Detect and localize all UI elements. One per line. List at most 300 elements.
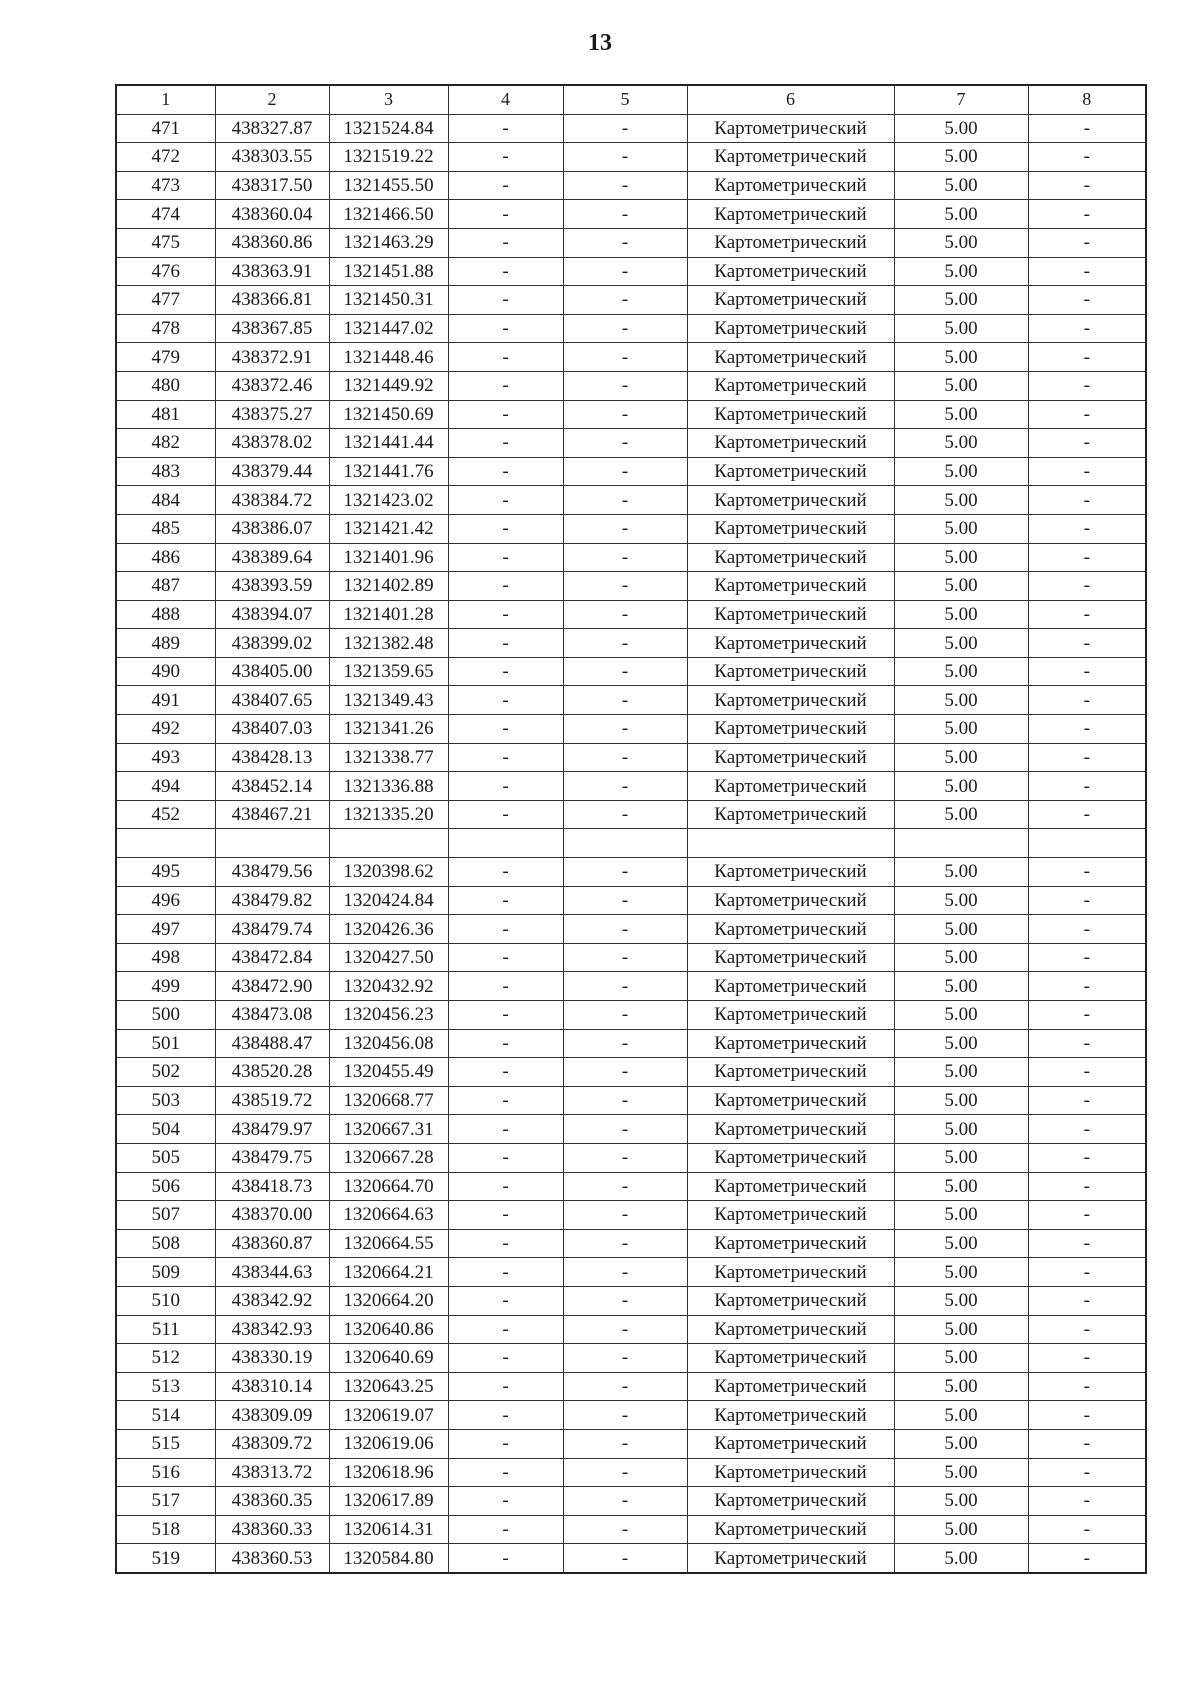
table-row (116, 486, 1146, 515)
col5-cell: - (563, 1229, 687, 1258)
table-row (116, 915, 1146, 944)
page-number: 13 (588, 30, 612, 56)
accuracy-cell: 5.00 (894, 286, 1028, 315)
col8-cell: - (1028, 1229, 1146, 1258)
col5-cell: - (563, 343, 687, 372)
method-cell: Картометрический (687, 1372, 894, 1401)
method-cell: Картометрический (687, 228, 894, 257)
method-cell: Картометрический (687, 858, 894, 887)
col8-cell: - (1028, 1086, 1146, 1115)
header-row (116, 85, 1146, 114)
x-coordinate-cell: 438405.00 (215, 657, 329, 686)
x-coordinate-cell: 438479.74 (215, 915, 329, 944)
col5-cell: - (563, 1258, 687, 1287)
col5-cell: - (563, 886, 687, 915)
col8-cell: - (1028, 972, 1146, 1001)
col4-cell: - (448, 743, 563, 772)
col4-cell: - (448, 486, 563, 515)
col5-cell: - (563, 1143, 687, 1172)
point-number-cell: 509 (116, 1258, 215, 1287)
col8-cell: - (1028, 572, 1146, 601)
point-number-cell: 482 (116, 429, 215, 458)
col8-cell: - (1028, 286, 1146, 315)
col5-cell: - (563, 400, 687, 429)
accuracy-cell: 5.00 (894, 1143, 1028, 1172)
y-coordinate-cell: 1320664.63 (329, 1201, 448, 1230)
table-row (116, 629, 1146, 658)
y-coordinate-cell: 1320432.92 (329, 972, 448, 1001)
col4-cell: - (448, 1115, 563, 1144)
point-number-cell: 518 (116, 1515, 215, 1544)
y-coordinate-cell: 1321450.31 (329, 286, 448, 315)
col5-cell: - (563, 572, 687, 601)
col4-cell: - (448, 943, 563, 972)
table-row (116, 943, 1146, 972)
x-coordinate-cell: 438378.02 (215, 429, 329, 458)
col4-cell: - (448, 143, 563, 172)
method-cell: Картометрический (687, 1172, 894, 1201)
col5-cell: - (563, 1515, 687, 1544)
col5-cell: - (563, 257, 687, 286)
x-coordinate-cell: 438309.72 (215, 1429, 329, 1458)
y-coordinate-cell: 1320619.06 (329, 1429, 448, 1458)
table-row (116, 743, 1146, 772)
x-coordinate-cell: 438386.07 (215, 514, 329, 543)
method-cell: Картометрический (687, 943, 894, 972)
col5-cell: - (563, 600, 687, 629)
method-cell: Картометрический (687, 1086, 894, 1115)
col4-cell: - (448, 1401, 563, 1430)
y-coordinate-cell: 1320426.36 (329, 915, 448, 944)
x-coordinate-cell: 438342.92 (215, 1286, 329, 1315)
table-row (116, 829, 1146, 858)
table-row (116, 572, 1146, 601)
x-coordinate-cell: 438479.82 (215, 886, 329, 915)
x-coordinate-cell: 438479.97 (215, 1115, 329, 1144)
col4-cell: - (448, 1229, 563, 1258)
accuracy-cell: 5.00 (894, 1058, 1028, 1087)
accuracy-cell: 5.00 (894, 228, 1028, 257)
col8-cell: - (1028, 800, 1146, 829)
accuracy-cell: 5.00 (894, 858, 1028, 887)
col8-cell: - (1028, 1258, 1146, 1287)
point-number-cell: 516 (116, 1458, 215, 1487)
method-cell: Картометрический (687, 429, 894, 458)
x-coordinate-cell: 438360.04 (215, 200, 329, 229)
col5-cell: - (563, 429, 687, 458)
y-coordinate-cell: 1320618.96 (329, 1458, 448, 1487)
y-coordinate-cell: 1320667.31 (329, 1115, 448, 1144)
col4-cell: - (448, 886, 563, 915)
col8-cell: - (1028, 629, 1146, 658)
x-coordinate-cell: 438389.64 (215, 543, 329, 572)
col5-cell: - (563, 143, 687, 172)
accuracy-cell: 5.00 (894, 972, 1028, 1001)
col4-cell: - (448, 600, 563, 629)
accuracy-cell: 5.00 (894, 257, 1028, 286)
table-row (116, 314, 1146, 343)
table-row (116, 1344, 1146, 1373)
col5-cell: - (563, 514, 687, 543)
accuracy-cell: 5.00 (894, 1115, 1028, 1144)
col4-cell: - (448, 429, 563, 458)
method-cell: Картометрический (687, 1344, 894, 1373)
point-number-cell: 493 (116, 743, 215, 772)
accuracy-cell: 5.00 (894, 486, 1028, 515)
method-cell: Картометрический (687, 114, 894, 143)
point-number-cell: 492 (116, 715, 215, 744)
col4-cell: - (448, 1086, 563, 1115)
method-cell: Картометрический (687, 1515, 894, 1544)
col8-cell: - (1028, 429, 1146, 458)
method-cell: Картометрический (687, 915, 894, 944)
col8-cell: - (1028, 886, 1146, 915)
point-number-cell: 491 (116, 686, 215, 715)
accuracy-cell: 5.00 (894, 1286, 1028, 1315)
y-coordinate-cell: 1321359.65 (329, 657, 448, 686)
y-coordinate-cell: 1321423.02 (329, 486, 448, 515)
x-coordinate-cell: 438467.21 (215, 800, 329, 829)
table-row (116, 1401, 1146, 1430)
y-coordinate-cell: 1321447.02 (329, 314, 448, 343)
method-cell: Картометрический (687, 972, 894, 1001)
col5-cell: - (563, 686, 687, 715)
col4-cell: - (448, 1001, 563, 1030)
col8-cell: - (1028, 371, 1146, 400)
col5-cell: - (563, 543, 687, 572)
x-coordinate-cell: 438393.59 (215, 572, 329, 601)
col5-cell: - (563, 314, 687, 343)
y-coordinate-cell: 1321519.22 (329, 143, 448, 172)
method-cell: Картометрический (687, 1258, 894, 1287)
col5-cell: - (563, 915, 687, 944)
col5-cell: - (563, 1029, 687, 1058)
point-number-cell: 494 (116, 772, 215, 801)
point-number-cell: 513 (116, 1372, 215, 1401)
table-row (116, 1515, 1146, 1544)
y-coordinate-cell: 1321455.50 (329, 171, 448, 200)
accuracy-cell: 5.00 (894, 1229, 1028, 1258)
accuracy-cell: 5.00 (894, 715, 1028, 744)
col4-cell: - (448, 1258, 563, 1287)
column-header: 1 (116, 85, 215, 114)
point-number-cell: 511 (116, 1315, 215, 1344)
x-coordinate-cell: 438363.91 (215, 257, 329, 286)
column-header: 6 (687, 85, 894, 114)
accuracy-cell: 5.00 (894, 686, 1028, 715)
table-row (116, 1115, 1146, 1144)
col8-cell: - (1028, 1458, 1146, 1487)
point-number-cell: 478 (116, 314, 215, 343)
point-number-cell: 452 (116, 800, 215, 829)
y-coordinate-cell: 1321466.50 (329, 200, 448, 229)
point-number-cell: 481 (116, 400, 215, 429)
y-coordinate-cell: 1320398.62 (329, 858, 448, 887)
point-number-cell: 517 (116, 1487, 215, 1516)
point-number-cell: 483 (116, 457, 215, 486)
accuracy-cell (894, 829, 1028, 858)
col4-cell: - (448, 972, 563, 1001)
y-coordinate-cell: 1320584.80 (329, 1544, 448, 1573)
accuracy-cell: 5.00 (894, 600, 1028, 629)
x-coordinate-cell: 438379.44 (215, 457, 329, 486)
col4-cell: - (448, 1286, 563, 1315)
x-coordinate-cell: 438360.86 (215, 228, 329, 257)
col5-cell: - (563, 114, 687, 143)
method-cell: Картометрический (687, 257, 894, 286)
point-number-cell: 496 (116, 886, 215, 915)
point-number-cell: 471 (116, 114, 215, 143)
col8-cell: - (1028, 686, 1146, 715)
col8-cell: - (1028, 715, 1146, 744)
accuracy-cell: 5.00 (894, 1515, 1028, 1544)
y-coordinate-cell: 1321450.69 (329, 400, 448, 429)
col8-cell: - (1028, 1143, 1146, 1172)
col5-cell: - (563, 800, 687, 829)
col5-cell: - (563, 1429, 687, 1458)
table-body (116, 114, 1146, 1573)
y-coordinate-cell: 1321349.43 (329, 686, 448, 715)
point-number-cell: 490 (116, 657, 215, 686)
method-cell: Картометрический (687, 1315, 894, 1344)
col8-cell: - (1028, 1286, 1146, 1315)
col5-cell: - (563, 1201, 687, 1230)
col5-cell: - (563, 657, 687, 686)
col8-cell: - (1028, 1487, 1146, 1516)
accuracy-cell: 5.00 (894, 1401, 1028, 1430)
table-row (116, 343, 1146, 372)
table-row (116, 143, 1146, 172)
point-number-cell: 479 (116, 343, 215, 372)
method-cell: Картометрический (687, 314, 894, 343)
table-row (116, 114, 1146, 143)
table-row (116, 228, 1146, 257)
y-coordinate-cell: 1321441.76 (329, 457, 448, 486)
x-coordinate-cell: 438309.09 (215, 1401, 329, 1430)
table-row (116, 1258, 1146, 1287)
accuracy-cell: 5.00 (894, 886, 1028, 915)
table-row (116, 543, 1146, 572)
col4-cell: - (448, 314, 563, 343)
x-coordinate-cell: 438452.14 (215, 772, 329, 801)
col5-cell: - (563, 629, 687, 658)
table-row (116, 400, 1146, 429)
y-coordinate-cell: 1320456.23 (329, 1001, 448, 1030)
x-coordinate-cell: 438317.50 (215, 171, 329, 200)
point-number-cell: 519 (116, 1544, 215, 1573)
y-coordinate-cell: 1321451.88 (329, 257, 448, 286)
y-coordinate-cell: 1321341.26 (329, 715, 448, 744)
col4-cell: - (448, 200, 563, 229)
table-row (116, 1201, 1146, 1230)
col4-cell: - (448, 343, 563, 372)
table-row (116, 1086, 1146, 1115)
y-coordinate-cell: 1321448.46 (329, 343, 448, 372)
x-coordinate-cell (215, 829, 329, 858)
col4-cell: - (448, 257, 563, 286)
col8-cell: - (1028, 1058, 1146, 1087)
col8-cell: - (1028, 343, 1146, 372)
col8-cell: - (1028, 1372, 1146, 1401)
method-cell: Картометрический (687, 715, 894, 744)
method-cell: Картометрический (687, 657, 894, 686)
table-row (116, 1429, 1146, 1458)
table-row (116, 286, 1146, 315)
point-number-cell: 475 (116, 228, 215, 257)
col4-cell: - (448, 371, 563, 400)
y-coordinate-cell: 1320667.28 (329, 1143, 448, 1172)
accuracy-cell: 5.00 (894, 743, 1028, 772)
point-number-cell: 486 (116, 543, 215, 572)
accuracy-cell: 5.00 (894, 1429, 1028, 1458)
x-coordinate-cell: 438313.72 (215, 1458, 329, 1487)
col8-cell: - (1028, 114, 1146, 143)
col8-cell: - (1028, 143, 1146, 172)
x-coordinate-cell: 438488.47 (215, 1029, 329, 1058)
col8-cell: - (1028, 171, 1146, 200)
method-cell: Картометрический (687, 886, 894, 915)
column-header: 4 (448, 85, 563, 114)
accuracy-cell: 5.00 (894, 1344, 1028, 1373)
col8-cell: - (1028, 657, 1146, 686)
col5-cell: - (563, 972, 687, 1001)
accuracy-cell: 5.00 (894, 772, 1028, 801)
x-coordinate-cell: 438360.53 (215, 1544, 329, 1573)
x-coordinate-cell: 438310.14 (215, 1372, 329, 1401)
method-cell: Картометрический (687, 1429, 894, 1458)
point-number-cell: 514 (116, 1401, 215, 1430)
method-cell: Картометрический (687, 772, 894, 801)
table-row (116, 686, 1146, 715)
y-coordinate-cell: 1320664.55 (329, 1229, 448, 1258)
y-coordinate-cell: 1320640.69 (329, 1344, 448, 1373)
y-coordinate-cell: 1320614.31 (329, 1515, 448, 1544)
accuracy-cell: 5.00 (894, 943, 1028, 972)
col5-cell: - (563, 286, 687, 315)
column-header: 5 (563, 85, 687, 114)
col5-cell: - (563, 1001, 687, 1030)
x-coordinate-cell: 438366.81 (215, 286, 329, 315)
column-header: 8 (1028, 85, 1146, 114)
point-number-cell: 502 (116, 1058, 215, 1087)
col5-cell: - (563, 1115, 687, 1144)
accuracy-cell: 5.00 (894, 629, 1028, 658)
col4-cell: - (448, 1372, 563, 1401)
y-coordinate-cell: 1321524.84 (329, 114, 448, 143)
col4-cell: - (448, 1344, 563, 1373)
accuracy-cell: 5.00 (894, 343, 1028, 372)
col4-cell: - (448, 228, 563, 257)
col4-cell: - (448, 915, 563, 944)
y-coordinate-cell: 1321402.89 (329, 572, 448, 601)
accuracy-cell: 5.00 (894, 143, 1028, 172)
accuracy-cell: 5.00 (894, 657, 1028, 686)
x-coordinate-cell: 438342.93 (215, 1315, 329, 1344)
col5-cell: - (563, 858, 687, 887)
x-coordinate-cell: 438360.33 (215, 1515, 329, 1544)
col4-cell: - (448, 1544, 563, 1573)
method-cell: Картометрический (687, 171, 894, 200)
col5-cell: - (563, 715, 687, 744)
x-coordinate-cell: 438360.87 (215, 1229, 329, 1258)
col4-cell: - (448, 657, 563, 686)
y-coordinate-cell: 1320668.77 (329, 1086, 448, 1115)
method-cell: Картометрический (687, 743, 894, 772)
col8-cell: - (1028, 200, 1146, 229)
x-coordinate-cell: 438479.75 (215, 1143, 329, 1172)
col5-cell: - (563, 371, 687, 400)
y-coordinate-cell: 1320664.20 (329, 1286, 448, 1315)
x-coordinate-cell: 438344.63 (215, 1258, 329, 1287)
table-row (116, 257, 1146, 286)
column-header: 3 (329, 85, 448, 114)
x-coordinate-cell: 438372.46 (215, 371, 329, 400)
method-cell: Картометрический (687, 514, 894, 543)
col8-cell: - (1028, 257, 1146, 286)
y-coordinate-cell: 1320664.21 (329, 1258, 448, 1287)
col4-cell: - (448, 715, 563, 744)
y-coordinate-cell: 1321463.29 (329, 228, 448, 257)
col8-cell: - (1028, 743, 1146, 772)
col5-cell: - (563, 772, 687, 801)
col5-cell: - (563, 1487, 687, 1516)
col4-cell: - (448, 114, 563, 143)
table-row (116, 1058, 1146, 1087)
accuracy-cell: 5.00 (894, 543, 1028, 572)
y-coordinate-cell: 1321335.20 (329, 800, 448, 829)
col4-cell: - (448, 1487, 563, 1516)
col8-cell: - (1028, 486, 1146, 515)
y-coordinate-cell: 1320640.86 (329, 1315, 448, 1344)
method-cell: Картометрический (687, 200, 894, 229)
y-coordinate-cell: 1320619.07 (329, 1401, 448, 1430)
column-header: 2 (215, 85, 329, 114)
y-coordinate-cell: 1321421.42 (329, 514, 448, 543)
point-number-cell: 508 (116, 1229, 215, 1258)
method-cell: Картометрический (687, 1544, 894, 1573)
point-number-cell: 497 (116, 915, 215, 944)
method-cell: Картометрический (687, 572, 894, 601)
col4-cell: - (448, 286, 563, 315)
point-number-cell: 476 (116, 257, 215, 286)
table-row (116, 457, 1146, 486)
x-coordinate-cell: 438428.13 (215, 743, 329, 772)
col4-cell: - (448, 800, 563, 829)
x-coordinate-cell: 438370.00 (215, 1201, 329, 1230)
point-number-cell: 499 (116, 972, 215, 1001)
table-row (116, 972, 1146, 1001)
accuracy-cell: 5.00 (894, 114, 1028, 143)
table-row (116, 1001, 1146, 1030)
x-coordinate-cell: 438360.35 (215, 1487, 329, 1516)
method-cell: Картометрический (687, 1201, 894, 1230)
y-coordinate-cell: 1320664.70 (329, 1172, 448, 1201)
table-row (116, 657, 1146, 686)
point-number-cell: 489 (116, 629, 215, 658)
x-coordinate-cell: 438520.28 (215, 1058, 329, 1087)
col5-cell: - (563, 1458, 687, 1487)
method-cell: Картометрический (687, 1229, 894, 1258)
col8-cell: - (1028, 543, 1146, 572)
table-row (116, 1372, 1146, 1401)
col8-cell: - (1028, 1315, 1146, 1344)
method-cell: Картометрический (687, 143, 894, 172)
col8-cell: - (1028, 1001, 1146, 1030)
table-row (116, 772, 1146, 801)
accuracy-cell: 5.00 (894, 514, 1028, 543)
col8-cell: - (1028, 400, 1146, 429)
point-number-cell: 500 (116, 1001, 215, 1030)
